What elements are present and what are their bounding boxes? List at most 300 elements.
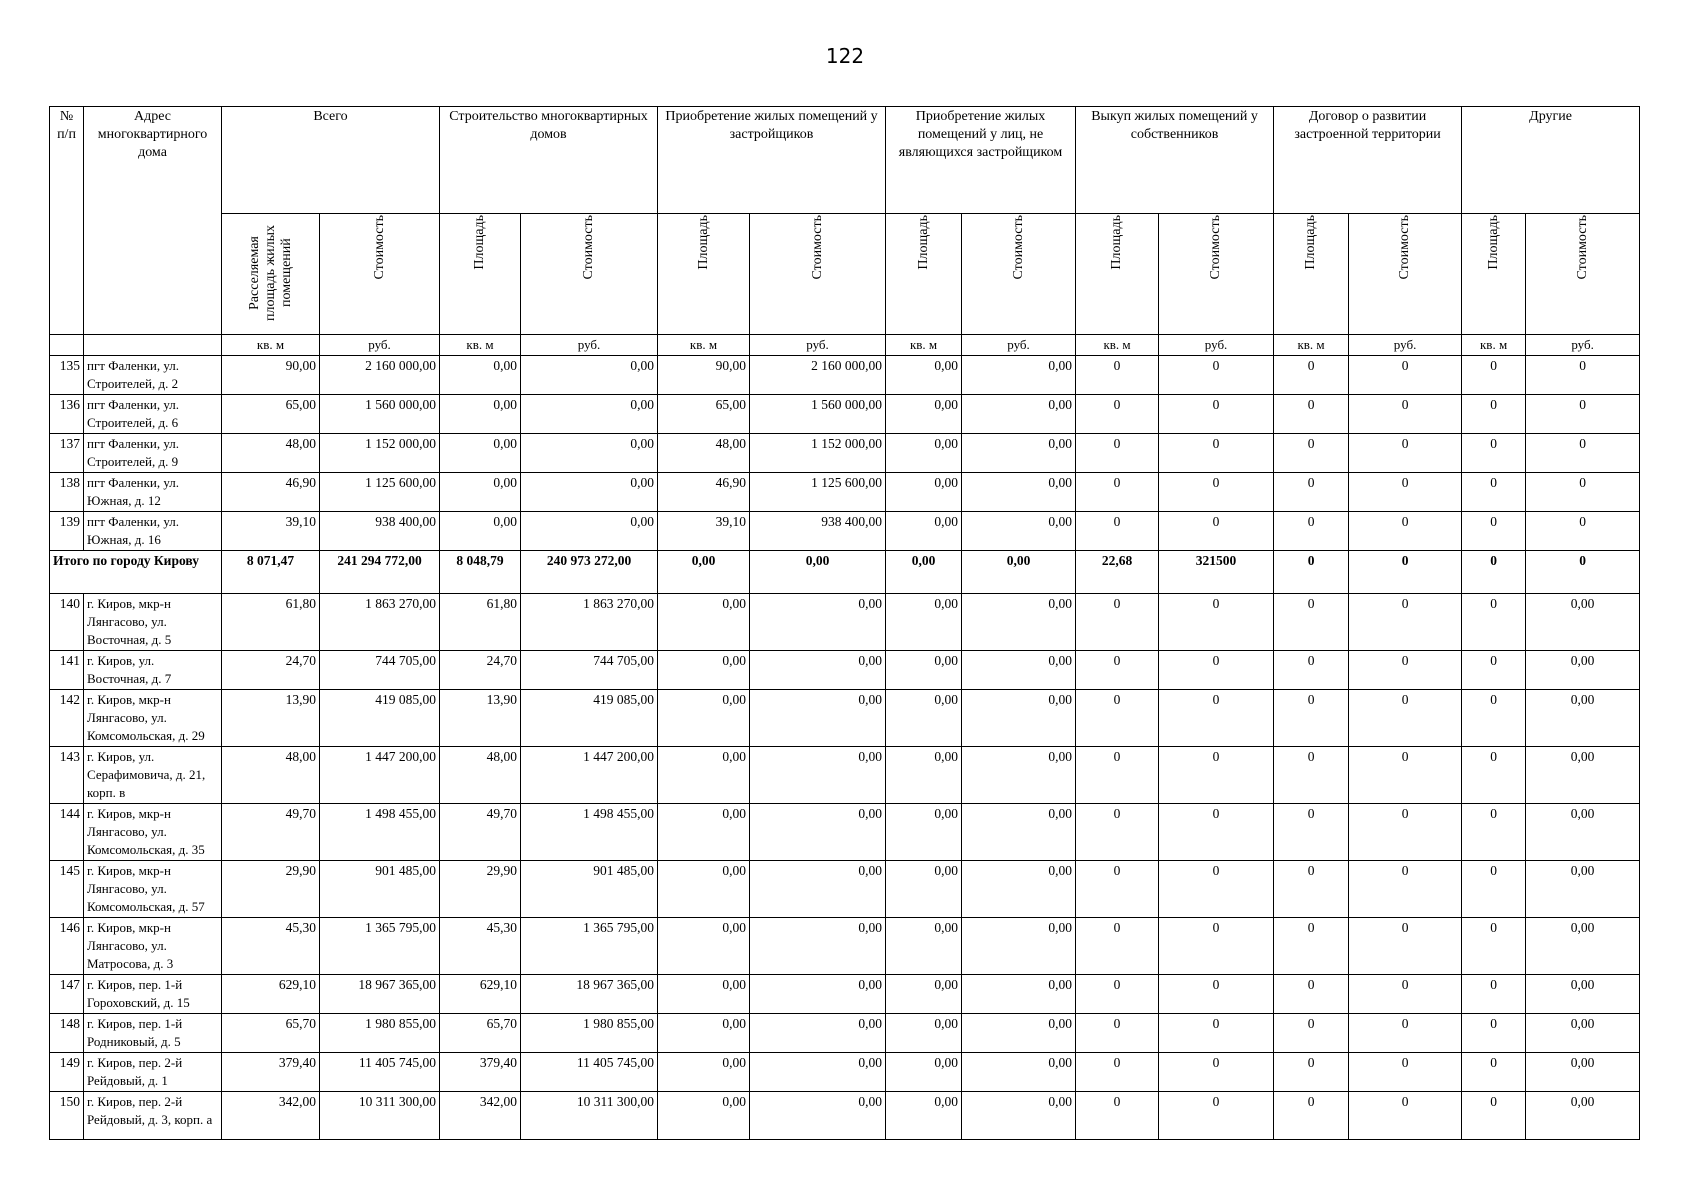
row-value: 0 <box>1462 651 1526 690</box>
unit-cost: руб. <box>1349 335 1462 356</box>
subheader-cost: Стоимость <box>1526 214 1640 335</box>
subheader-cost: Стоимость <box>750 214 886 335</box>
row-number: 141 <box>50 651 84 690</box>
row-value: 0 <box>1462 861 1526 918</box>
row-value: 65,00 <box>222 395 320 434</box>
row-value: 65,00 <box>658 395 750 434</box>
row-value: 0,00 <box>886 1053 962 1092</box>
row-value: 0 <box>1462 356 1526 395</box>
row-value: 0 <box>1462 1014 1526 1053</box>
total-value: 0 <box>1526 551 1640 594</box>
row-value: 0,00 <box>886 861 962 918</box>
row-value: 0,00 <box>1526 1014 1640 1053</box>
row-number: 137 <box>50 434 84 473</box>
row-value: 0 <box>1159 473 1274 512</box>
row-value: 18 967 365,00 <box>521 975 658 1014</box>
row-value: 629,10 <box>222 975 320 1014</box>
row-value: 0 <box>1349 356 1462 395</box>
row-value: 0 <box>1274 747 1349 804</box>
total-value: 0,00 <box>658 551 750 594</box>
subheader-area: Площадь <box>1076 214 1159 335</box>
total-value: 321500 <box>1159 551 1274 594</box>
row-number: 143 <box>50 747 84 804</box>
row-value: 0 <box>1274 434 1349 473</box>
header-group-total: Всего <box>222 107 440 214</box>
row-value: 0,00 <box>962 1053 1076 1092</box>
row-value: 11 405 745,00 <box>320 1053 440 1092</box>
row-value: 379,40 <box>440 1053 521 1092</box>
row-value: 61,80 <box>440 594 521 651</box>
row-value: 2 160 000,00 <box>320 356 440 395</box>
row-value: 0 <box>1462 1053 1526 1092</box>
row-value: 11 405 745,00 <box>521 1053 658 1092</box>
row-value: 0,00 <box>1526 690 1640 747</box>
row-value: 419 085,00 <box>320 690 440 747</box>
total-value: 0 <box>1274 551 1349 594</box>
total-value: 0,00 <box>886 551 962 594</box>
row-value: 0,00 <box>440 512 521 551</box>
row-value: 0,00 <box>886 747 962 804</box>
row-value: 0,00 <box>962 804 1076 861</box>
row-value: 0 <box>1159 651 1274 690</box>
row-value: 1 125 600,00 <box>750 473 886 512</box>
row-value: 48,00 <box>222 434 320 473</box>
row-value: 938 400,00 <box>320 512 440 551</box>
row-value: 0 <box>1159 356 1274 395</box>
row-value: 0 <box>1076 434 1159 473</box>
row-value: 65,70 <box>222 1014 320 1053</box>
row-value: 0 <box>1274 861 1349 918</box>
row-value: 0 <box>1159 594 1274 651</box>
row-value: 0,00 <box>886 1014 962 1053</box>
row-value: 0 <box>1462 918 1526 975</box>
total-row <box>50 551 1640 594</box>
unit-area: кв. м <box>1462 335 1526 356</box>
row-value: 0 <box>1462 1092 1526 1140</box>
row-value: 0,00 <box>886 975 962 1014</box>
row-value: 0,00 <box>440 473 521 512</box>
table-row <box>50 594 1640 651</box>
row-value: 0 <box>1076 473 1159 512</box>
row-value: 0,00 <box>1526 1092 1640 1140</box>
row-value: 90,00 <box>658 356 750 395</box>
row-value: 48,00 <box>658 434 750 473</box>
unit-cost: руб. <box>1159 335 1274 356</box>
row-value: 419 085,00 <box>521 690 658 747</box>
row-value: 0,00 <box>658 918 750 975</box>
row-value: 1 980 855,00 <box>521 1014 658 1053</box>
table-row <box>50 975 1640 1014</box>
row-value: 0,00 <box>750 594 886 651</box>
row-value: 0,00 <box>886 1092 962 1140</box>
row-value: 24,70 <box>222 651 320 690</box>
row-value: 0 <box>1462 690 1526 747</box>
row-value: 0 <box>1274 918 1349 975</box>
row-value: 0 <box>1076 1014 1159 1053</box>
row-value: 0 <box>1076 1053 1159 1092</box>
row-value: 0,00 <box>962 356 1076 395</box>
row-address: г. Киров, мкр-н Лянгасово, ул. Комсомольская, д. 57 <box>84 861 222 918</box>
row-value: 0,00 <box>521 434 658 473</box>
row-value: 1 365 795,00 <box>521 918 658 975</box>
unit-area: кв. м <box>886 335 962 356</box>
row-value: 0 <box>1159 861 1274 918</box>
unit-area: кв. м <box>658 335 750 356</box>
subheader-area: Площадь <box>440 214 521 335</box>
row-value: 0,00 <box>658 1092 750 1140</box>
row-value: 0 <box>1526 473 1640 512</box>
header-group-buyout: Выкуп жилых помещений у собственников <box>1076 107 1274 214</box>
row-value: 0,00 <box>886 356 962 395</box>
subheader-area: Площадь <box>1462 214 1526 335</box>
row-value: 0 <box>1076 395 1159 434</box>
row-value: 1 125 600,00 <box>320 473 440 512</box>
row-value: 24,70 <box>440 651 521 690</box>
row-value: 629,10 <box>440 975 521 1014</box>
row-value: 0 <box>1274 690 1349 747</box>
row-value: 61,80 <box>222 594 320 651</box>
row-value: 0 <box>1462 975 1526 1014</box>
row-value: 0 <box>1526 356 1640 395</box>
row-value: 0 <box>1462 434 1526 473</box>
row-value: 0 <box>1159 1014 1274 1053</box>
row-value: 0,00 <box>658 594 750 651</box>
row-value: 1 447 200,00 <box>521 747 658 804</box>
row-value: 0 <box>1349 434 1462 473</box>
total-value: 8 048,79 <box>440 551 521 594</box>
row-number: 147 <box>50 975 84 1014</box>
table-row <box>50 356 1640 395</box>
row-value: 0 <box>1274 651 1349 690</box>
row-value: 0 <box>1274 512 1349 551</box>
table-header <box>50 107 1640 356</box>
row-value: 342,00 <box>222 1092 320 1140</box>
row-value: 0,00 <box>440 356 521 395</box>
row-value: 0,00 <box>750 747 886 804</box>
row-address: г. Киров, мкр-н Лянгасово, ул. Матросова, д. 3 <box>84 918 222 975</box>
row-value: 0,00 <box>1526 594 1640 651</box>
row-value: 0,00 <box>886 434 962 473</box>
row-value: 0 <box>1349 1014 1462 1053</box>
row-address: пгт Фаленки, ул. Строителей, д. 9 <box>84 434 222 473</box>
row-value: 901 485,00 <box>320 861 440 918</box>
row-value: 0 <box>1349 512 1462 551</box>
table-row <box>50 918 1640 975</box>
row-value: 0 <box>1349 861 1462 918</box>
row-value: 29,90 <box>222 861 320 918</box>
subheader-area: Площадь <box>658 214 750 335</box>
row-value: 0,00 <box>962 1092 1076 1140</box>
row-value: 49,70 <box>222 804 320 861</box>
row-value: 0 <box>1274 594 1349 651</box>
header-address: Адрес многоквартирного дома <box>84 107 222 335</box>
row-value: 0 <box>1274 1014 1349 1053</box>
total-value: 0,00 <box>962 551 1076 594</box>
row-address: г. Киров, ул. Серафимовича, д. 21, корп. в <box>84 747 222 804</box>
row-value: 0 <box>1274 356 1349 395</box>
row-value: 0 <box>1076 804 1159 861</box>
row-value: 379,40 <box>222 1053 320 1092</box>
unit-area: кв. м <box>1076 335 1159 356</box>
row-number: 136 <box>50 395 84 434</box>
row-value: 0,00 <box>962 512 1076 551</box>
row-value: 1 447 200,00 <box>320 747 440 804</box>
row-value: 0 <box>1349 651 1462 690</box>
row-value: 1 560 000,00 <box>750 395 886 434</box>
row-value: 0,00 <box>962 975 1076 1014</box>
row-value: 0,00 <box>440 395 521 434</box>
row-value: 0,00 <box>886 512 962 551</box>
row-address: г. Киров, мкр-н Лянгасово, ул. Комсомольская, д. 29 <box>84 690 222 747</box>
row-value: 0,00 <box>1526 651 1640 690</box>
header-group-construction: Строительство многоквартирных домов <box>440 107 658 214</box>
row-value: 0,00 <box>962 747 1076 804</box>
row-value: 0 <box>1274 1053 1349 1092</box>
row-value: 0 <box>1076 356 1159 395</box>
table-row <box>50 473 1640 512</box>
row-value: 0,00 <box>1526 747 1640 804</box>
row-value: 1 498 455,00 <box>320 804 440 861</box>
row-value: 0 <box>1462 594 1526 651</box>
total-value: 240 973 272,00 <box>521 551 658 594</box>
row-value: 0,00 <box>1526 918 1640 975</box>
row-value: 2 160 000,00 <box>750 356 886 395</box>
row-value: 0,00 <box>886 804 962 861</box>
row-value: 0 <box>1349 594 1462 651</box>
row-value: 0 <box>1159 690 1274 747</box>
resettlement-table <box>49 106 1640 1140</box>
row-value: 0,00 <box>1526 804 1640 861</box>
row-value: 0 <box>1462 395 1526 434</box>
row-value: 0 <box>1462 473 1526 512</box>
row-value: 0 <box>1159 918 1274 975</box>
row-address: пгт Фаленки, ул. Южная, д. 12 <box>84 473 222 512</box>
row-value: 0 <box>1526 512 1640 551</box>
row-value: 0,00 <box>962 690 1076 747</box>
row-value: 0,00 <box>962 651 1076 690</box>
unit-cost: руб. <box>1526 335 1640 356</box>
row-value: 0 <box>1462 747 1526 804</box>
row-value: 0,00 <box>886 395 962 434</box>
row-address: пгт Фаленки, ул. Строителей, д. 6 <box>84 395 222 434</box>
row-value: 1 863 270,00 <box>320 594 440 651</box>
row-value: 1 365 795,00 <box>320 918 440 975</box>
row-number: 144 <box>50 804 84 861</box>
row-value: 0,00 <box>750 804 886 861</box>
row-value: 0,00 <box>750 1014 886 1053</box>
subheader-cost: Стоимость <box>962 214 1076 335</box>
subheader-cost: Стоимость <box>320 214 440 335</box>
row-value: 1 152 000,00 <box>320 434 440 473</box>
row-number: 150 <box>50 1092 84 1140</box>
row-value: 0,00 <box>886 651 962 690</box>
total-value: 8 071,47 <box>222 551 320 594</box>
row-value: 1 152 000,00 <box>750 434 886 473</box>
row-value: 65,70 <box>440 1014 521 1053</box>
row-value: 90,00 <box>222 356 320 395</box>
row-value: 0 <box>1159 804 1274 861</box>
row-value: 13,90 <box>222 690 320 747</box>
unit-cost: руб. <box>320 335 440 356</box>
row-value: 0 <box>1076 975 1159 1014</box>
row-value: 0,00 <box>962 473 1076 512</box>
total-value: 0 <box>1349 551 1462 594</box>
row-value: 0,00 <box>658 651 750 690</box>
row-number: 142 <box>50 690 84 747</box>
row-value: 901 485,00 <box>521 861 658 918</box>
row-value: 10 311 300,00 <box>521 1092 658 1140</box>
row-address: г. Киров, ул. Восточная, д. 7 <box>84 651 222 690</box>
row-value: 0,00 <box>521 473 658 512</box>
row-value: 0,00 <box>658 861 750 918</box>
row-value: 938 400,00 <box>750 512 886 551</box>
row-value: 0 <box>1349 473 1462 512</box>
row-value: 0,00 <box>962 1014 1076 1053</box>
row-value: 0 <box>1076 512 1159 551</box>
table-row <box>50 1053 1640 1092</box>
row-value: 0 <box>1076 651 1159 690</box>
total-value: 241 294 772,00 <box>320 551 440 594</box>
row-value: 0 <box>1076 1092 1159 1140</box>
row-value: 45,30 <box>222 918 320 975</box>
row-value: 0 <box>1274 473 1349 512</box>
table-row <box>50 512 1640 551</box>
row-value: 0 <box>1159 747 1274 804</box>
row-value: 0,00 <box>962 918 1076 975</box>
row-value: 0,00 <box>886 690 962 747</box>
table-row <box>50 395 1640 434</box>
row-value: 39,10 <box>658 512 750 551</box>
table-row <box>50 861 1640 918</box>
row-value: 0,00 <box>521 395 658 434</box>
row-value: 744 705,00 <box>521 651 658 690</box>
row-value: 0,00 <box>750 918 886 975</box>
total-value: 0,00 <box>750 551 886 594</box>
row-value: 0 <box>1274 1092 1349 1140</box>
row-value: 0,00 <box>1526 861 1640 918</box>
row-value: 0,00 <box>658 690 750 747</box>
table-row <box>50 651 1640 690</box>
row-value: 0 <box>1349 804 1462 861</box>
row-value: 0 <box>1274 395 1349 434</box>
row-number: 146 <box>50 918 84 975</box>
total-value: 0 <box>1462 551 1526 594</box>
header-group-other: Другие <box>1462 107 1640 214</box>
unit-cost: руб. <box>521 335 658 356</box>
row-address: г. Киров, мкр-н Лянгасово, ул. Восточная, д. 5 <box>84 594 222 651</box>
row-value: 0 <box>1349 918 1462 975</box>
row-address: г. Киров, пер. 2-й Рейдовый, д. 3, корп. а <box>84 1092 222 1140</box>
row-address: г. Киров, пер. 2-й Рейдовый, д. 1 <box>84 1053 222 1092</box>
row-value: 0 <box>1462 804 1526 861</box>
row-value: 48,00 <box>440 747 521 804</box>
row-value: 0,00 <box>962 861 1076 918</box>
row-value: 0,00 <box>750 1092 886 1140</box>
row-value: 0 <box>1076 747 1159 804</box>
row-value: 0,00 <box>750 651 886 690</box>
row-value: 0,00 <box>521 356 658 395</box>
row-value: 0,00 <box>750 861 886 918</box>
row-number: 139 <box>50 512 84 551</box>
row-value: 0 <box>1349 1092 1462 1140</box>
row-value: 1 560 000,00 <box>320 395 440 434</box>
header-num: № п/п <box>50 107 84 335</box>
row-value: 0,00 <box>521 512 658 551</box>
row-value: 0,00 <box>658 1014 750 1053</box>
header-group-developer-purchase: Приобретение жилых помещений у застройщиков <box>658 107 886 214</box>
row-value: 0 <box>1462 512 1526 551</box>
row-value: 0 <box>1349 395 1462 434</box>
row-value: 0 <box>1159 512 1274 551</box>
subheader-cost: Стоимость <box>1349 214 1462 335</box>
row-value: 0,00 <box>962 594 1076 651</box>
row-value: 0,00 <box>440 434 521 473</box>
row-value: 0 <box>1159 395 1274 434</box>
row-value: 0 <box>1526 395 1640 434</box>
row-value: 0 <box>1274 804 1349 861</box>
subheader-resettled-area: Расселяемая площадь жилых помещений <box>222 214 320 335</box>
row-value: 0,00 <box>886 473 962 512</box>
row-address: пгт Фаленки, ул. Строителей, д. 2 <box>84 356 222 395</box>
unit-area: кв. м <box>1274 335 1349 356</box>
row-value: 1 863 270,00 <box>521 594 658 651</box>
row-value: 0 <box>1076 918 1159 975</box>
row-value: 0,00 <box>886 918 962 975</box>
table-row <box>50 747 1640 804</box>
row-value: 0,00 <box>750 690 886 747</box>
row-value: 0 <box>1159 975 1274 1014</box>
unit-area: кв. м <box>222 335 320 356</box>
row-number: 145 <box>50 861 84 918</box>
row-value: 0,00 <box>962 395 1076 434</box>
row-value: 0 <box>1349 1053 1462 1092</box>
unit-area: кв. м <box>440 335 521 356</box>
table-row <box>50 434 1640 473</box>
row-number: 135 <box>50 356 84 395</box>
row-value: 1 980 855,00 <box>320 1014 440 1053</box>
row-value: 39,10 <box>222 512 320 551</box>
row-value: 0,00 <box>658 747 750 804</box>
total-value: 22,68 <box>1076 551 1159 594</box>
row-value: 744 705,00 <box>320 651 440 690</box>
table-row <box>50 690 1640 747</box>
row-number: 149 <box>50 1053 84 1092</box>
row-value: 46,90 <box>658 473 750 512</box>
subheader-area: Площадь <box>1274 214 1349 335</box>
table-body <box>50 356 1640 1140</box>
units-row <box>50 335 1640 356</box>
header-group-nondeveloper-purchase: Приобретение жилых помещений у лиц, не являющихся застройщиком <box>886 107 1076 214</box>
row-value: 0,00 <box>750 975 886 1014</box>
row-value: 0 <box>1159 434 1274 473</box>
row-value: 0 <box>1349 690 1462 747</box>
row-value: 0,00 <box>658 1053 750 1092</box>
row-value: 0 <box>1076 861 1159 918</box>
row-value: 0,00 <box>1526 1053 1640 1092</box>
row-value: 45,30 <box>440 918 521 975</box>
subheader-cost: Стоимость <box>1159 214 1274 335</box>
row-value: 0,00 <box>750 1053 886 1092</box>
row-value: 0 <box>1349 975 1462 1014</box>
row-value: 48,00 <box>222 747 320 804</box>
total-label: Итого по городу Кирову <box>50 551 222 594</box>
table-row <box>50 1092 1640 1140</box>
row-address: г. Киров, пер. 1-й Родниковый, д. 5 <box>84 1014 222 1053</box>
table-row <box>50 1014 1640 1053</box>
row-value: 49,70 <box>440 804 521 861</box>
row-value: 0,00 <box>1526 975 1640 1014</box>
row-address: пгт Фаленки, ул. Южная, д. 16 <box>84 512 222 551</box>
